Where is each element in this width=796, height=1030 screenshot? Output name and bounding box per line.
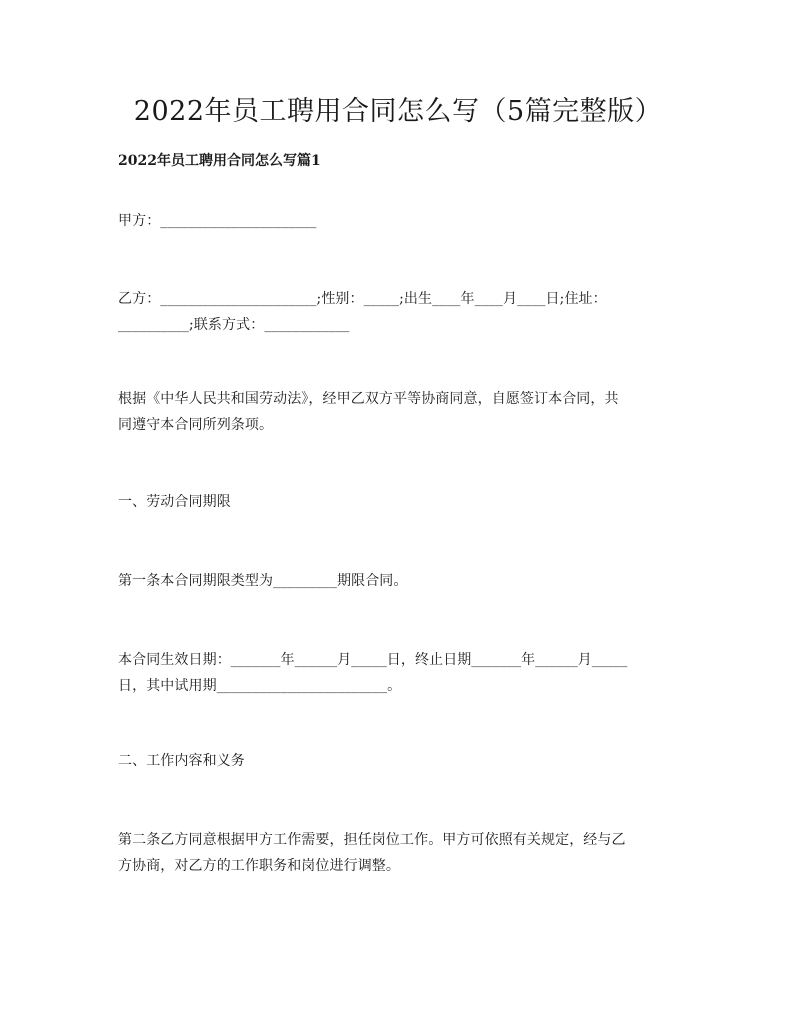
term-line-1: 本合同生效日期：_______年______月_____日，终止日期_______年______月_____ — [118, 652, 628, 668]
preamble-line-2: 同遵守本合同所列条项。 — [118, 417, 274, 433]
article-2-line-1: 第二条乙方同意根据甲方工作需要，担任岗位工作。甲方可依照有关规定，经与乙 — [118, 832, 626, 848]
article-2-line-2: 方协商，对乙方的工作职务和岗位进行调整。 — [118, 858, 400, 874]
party-b-line-1: 乙方：______________________;性别：_____;出生____年____月____日;住址： — [118, 291, 607, 307]
preamble-line-1: 根据《中华人民共和国劳动法》，经甲乙双方平等协商同意，自愿签订本合同，共 — [118, 391, 619, 407]
term-paragraph — [118, 647, 684, 699]
document-subtitle: 2022年员工聘用合同怎么写篇1 — [118, 153, 321, 169]
term-line-2: 日，其中试用期________________________。 — [118, 678, 402, 694]
article-2-paragraph — [118, 827, 684, 879]
article-1-line: 第一条本合同期限类型为_________期限合同。 — [118, 573, 408, 589]
section-2-heading — [118, 748, 684, 774]
section-2-heading-text: 二、工作内容和义务 — [118, 753, 245, 769]
section-1-heading-text: 一、劳动合同期限 — [118, 494, 231, 510]
party-b-line-2: __________;联系方式：____________ — [118, 317, 350, 333]
section-1-heading — [118, 489, 684, 515]
party-b-paragraph — [118, 286, 684, 338]
preamble-paragraph — [118, 386, 684, 438]
party-a-paragraph — [118, 208, 684, 234]
article-1-paragraph — [118, 568, 684, 594]
party-a-line: 甲方：______________________ — [118, 213, 317, 229]
document-title: 2022年员工聘用合同怎么写（5篇完整版） — [133, 96, 663, 127]
